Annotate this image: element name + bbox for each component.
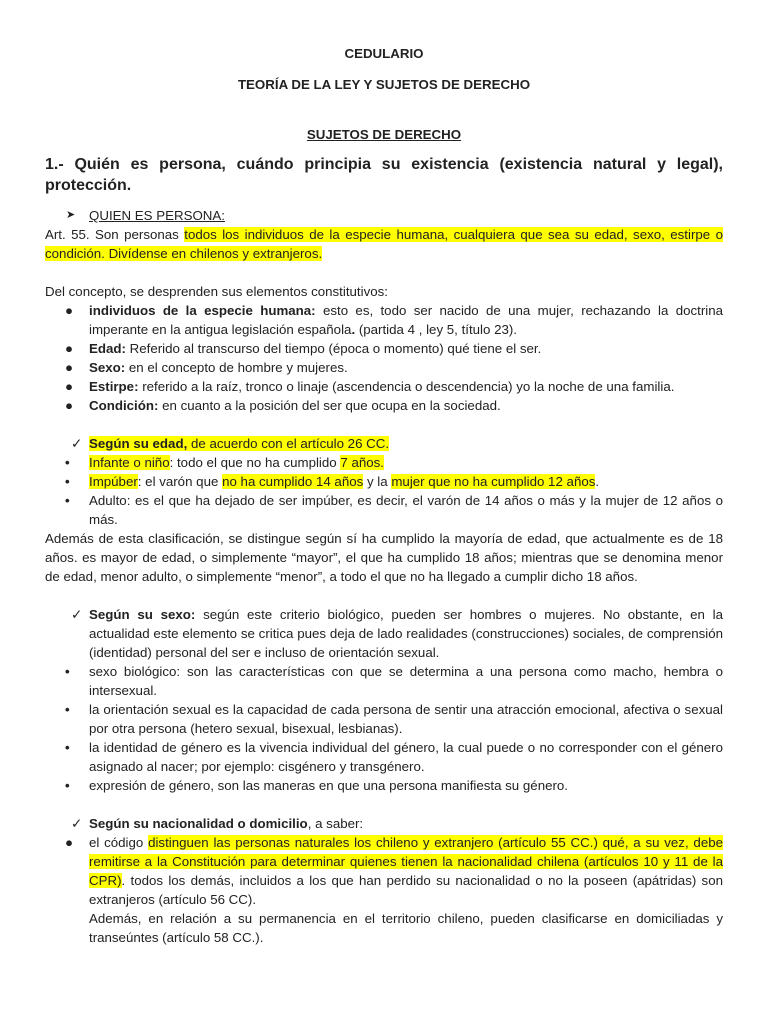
quien-heading [45,206,723,225]
section-heading: SUJETOS DE DERECHO [306,127,462,142]
art-highlight: todos los individuos de la especie humana, cualquiera que sea su edad, sexo, estirpe o condición. Divídense en chilenos y extranjeros. [45,227,724,261]
check-icon: ✓ [71,607,83,622]
list-item: • la orientación sexual es la capacidad de cada persona de sentir una atracción emocional, afectiva o sexual por otra persona (hetero sexual, bisexual, lesbianas). [45,700,723,738]
art-55-paragraph [45,225,723,263]
list-item: ● Estirpe: referido a la raíz, tronco o linaje (ascendencia o descendencia) yo la noche de una familia. [45,377,723,396]
term: Estirpe: [89,379,139,394]
bullet-icon: • [65,778,70,793]
quien-label: QUIEN ES PERSONA: [89,208,225,223]
bullet-icon: ● [65,341,74,356]
question-heading: 1.- Quién es persona, cuándo principia su existencia (existencia natural y legal), protección. [45,156,723,194]
list-item: ● individuos de la especie humana: esto es, todo ser nacido de una mujer, rechazando la doctrina imperante en la antigua legislación española. (partida 4 , ley 5, título 23). [45,301,723,339]
bullet-icon: • [65,474,70,489]
term: individuos de la especie humana: [89,303,316,318]
bullet-icon: • [65,740,70,755]
edad-heading: ✓ Según su edad, de acuerdo con el artículo 26 CC. [45,434,723,453]
term: Sexo: [89,360,126,375]
check-icon: ✓ [71,816,83,831]
ademas-text: Además, en relación a su permanencia en el territorio chileno, pueden clasificarse en domiciliadas y transeúntes (artículo 58 CC.). [89,911,723,945]
list-item: • sexo biológico: son las características con que se determina a una persona como macho, hembra o intersexual. [45,662,723,700]
concepto-intro: Del concepto, se desprenden sus elementos constitutivos: [45,284,388,299]
bullet-icon: • [65,664,70,679]
list-item: ● Edad: Referido al transcurso del tiempo (época o momento) qué tiene el ser. [45,339,723,358]
term: Condición: [89,398,159,413]
term: Edad: [89,341,126,356]
list-item: • expresión de género, son las maneras en que una persona manifiesta su género. [45,776,723,795]
document-content [45,44,723,947]
mayoria-paragraph: Además de esta clasificación, se distingue según sí ha cumplido la mayoría de edad, que actualmente es de 18 años. es mayor de edad, o simplemente “mayor”, el que ha cumplido 18 años; mientras que se denomina menor de edad, menor adulto, o simplemente “menor”, a todo el que no ha llegado a cumplir dicho 18 años. [45,531,723,584]
check-icon: ✓ [71,436,83,451]
list-item: • Adulto: es el que ha dejado de ser impúber, es decir, el varón de 14 años o más y la mujer de 12 años o más. [45,491,723,529]
list-item: • Impúber: el varón que no ha cumplido 14 años y la mujer que no ha cumplido 12 años. [45,472,723,491]
nacionalidad-heading: ✓ Según su nacionalidad o domicilio, a saber: [45,814,723,833]
list-item: • Infante o niño: todo el que no ha cumplido 7 años. [45,453,723,472]
bullet-icon: ● [65,379,74,394]
bullet-icon: • [65,702,70,717]
arrow-icon: ➤ [66,209,76,221]
list-item: • la identidad de género es la vivencia individual del género, la cual puede o no corresponder con el género asignado al nacer; por ejemplo: cisgénero y transgénero. [45,738,723,776]
doc-title: CEDULARIO [344,46,424,61]
bullet-icon: ● [65,303,74,318]
list-item: ● Condición: en cuanto a la posición del ser que ocupa en la sociedad. [45,396,723,415]
bullet-icon: ● [65,835,74,850]
list-item: ● Sexo: en el concepto de hombre y mujeres. [45,358,723,377]
sexo-heading: ✓ Según su sexo: según este criterio biológico, pueden ser hombres o mujeres. No obstante, en la actualidad este elemento se critica pues deja de lado realidades (construcciones) sociales, de comprensión (identidad) personal del ser e incluso de orientación sexual. [45,605,723,662]
list-item: ● el código distinguen las personas naturales los chileno y extranjero (artículo 55 CC.) qué, a su vez, debe remitirse a la Constitución para determinar quienes tienen la nacionalidad chilena (artículos 10 y 11 de la CPR). todos los demás, incluidos a los que han perdido su nacionalidad o no la poseen (apátridas) son extranjeros (artículo 56 CC). Además, en relación a su permanencia en el territorio chileno, pueden clasificarse en domiciliadas y transeúntes (artículo 58 CC.). [45,833,723,947]
bullet-icon: • [65,493,70,508]
doc-subtitle: TEORÍA DE LA LEY Y SUJETOS DE DERECHO [237,77,531,92]
art-prefix: Art. 55. Son personas [45,227,185,242]
bullet-icon: ● [65,360,74,375]
bullet-icon: ● [65,398,74,413]
bullet-icon: • [65,455,70,470]
